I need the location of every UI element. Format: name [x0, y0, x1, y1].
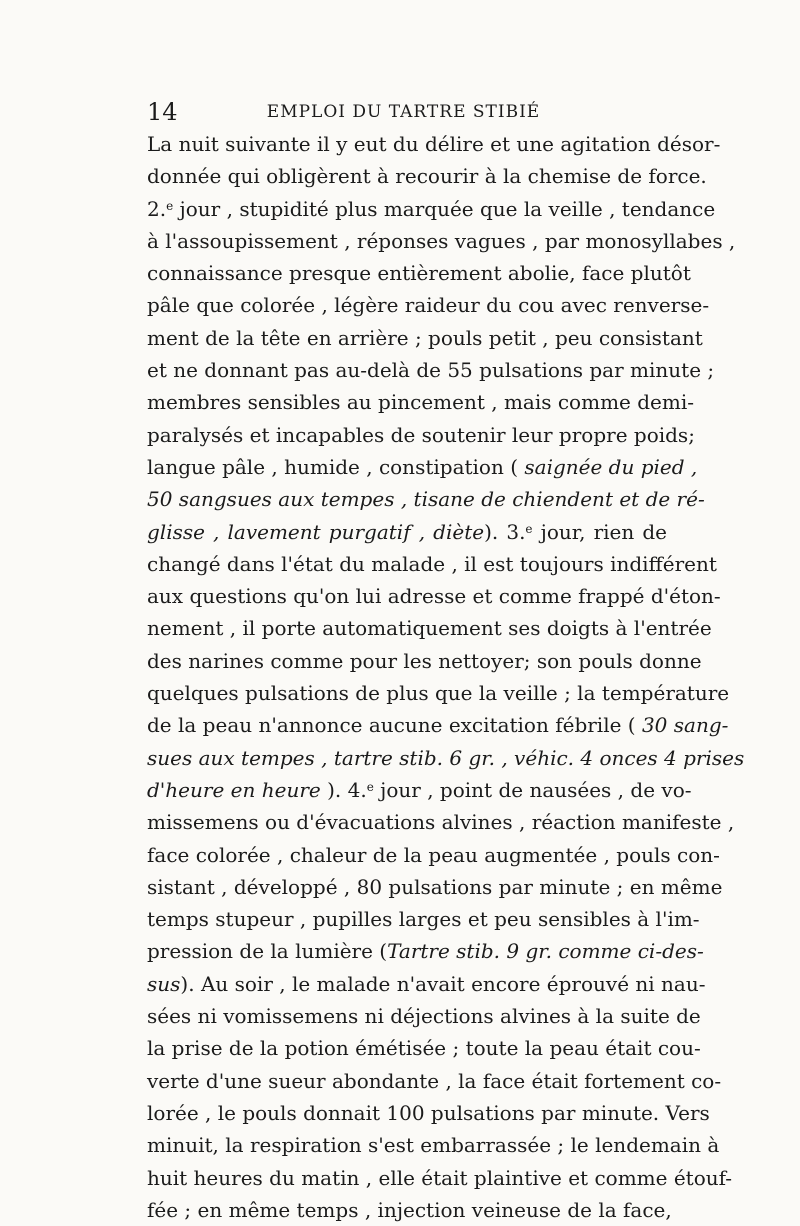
text-line — [147, 322, 703, 354]
text-line — [147, 645, 702, 677]
text-run: La nuit suivante il y eut du délire et une agitation désor- — [147, 132, 721, 156]
italic-run: sus — [147, 971, 181, 996]
text-line — [147, 516, 667, 548]
text-run: membres sensibles au pincement , mais comme demi- — [147, 390, 694, 415]
text-line — [147, 1032, 701, 1064]
text-run: missemens ou d'évacuations alvines , réaction manifeste , — [147, 810, 735, 835]
text-run: temps stupeur , pupilles larges et peu sensibles à l'im- — [147, 907, 700, 932]
italic-run: glisse , lavement purgatif , diète — [147, 519, 485, 544]
text-run: pression de la lumière ( — [147, 939, 388, 964]
italic-run: Tartre stib. 9 gr. comme ci-des- — [387, 939, 704, 964]
italic-run: sues aux tempes , tartre stib. 6 gr. , véhic. 4 onces 4 prises — [147, 745, 745, 770]
text-line — [147, 968, 706, 1000]
superscript: e — [166, 198, 174, 213]
text-line — [147, 774, 692, 806]
text-run: sistant , développé , 80 pulsations par minute ; en même — [147, 874, 723, 899]
italic-run: 30 sang- — [641, 713, 729, 738]
text-run: jour , point de nausées , de vo- — [373, 777, 692, 802]
text-run: ). Au soir , le malade n'avait encore éprouvé ni nau- — [180, 971, 706, 996]
superscript: e — [525, 521, 533, 536]
text-run: et ne donnant pas au-delà de 55 pulsations par minute ; — [147, 358, 715, 383]
text-line — [147, 419, 695, 451]
text-line — [147, 451, 698, 483]
text-run: verte d'une sueur abondante , la face était fortement co- — [147, 1068, 722, 1093]
text-line — [147, 1000, 701, 1032]
text-line — [147, 709, 729, 741]
text-run: paralysés et incapables de soutenir leur propre poids; — [147, 422, 695, 447]
text-run: ). 3. — [484, 519, 526, 544]
text-line — [147, 257, 691, 289]
text-run: donnée qui obligèrent à recourir à la chemise de force. — [147, 164, 707, 189]
text-line — [147, 935, 704, 967]
text-run: des narines comme pour les nettoyer; son pouls donne — [147, 648, 702, 673]
text-line — [147, 580, 721, 612]
text-line — [147, 806, 735, 838]
page-number: 14 — [147, 98, 178, 126]
text-line — [147, 1129, 720, 1161]
text-run: changé dans l'état du malade , il est toujours indifférent — [147, 551, 717, 576]
text-line — [147, 289, 710, 321]
text-run: ). 4. — [320, 777, 367, 802]
body-text — [147, 128, 745, 1226]
text-run: 2. — [147, 196, 167, 221]
text-run: nement , il porte automatiquement ses doigts à l'entrée — [147, 616, 712, 641]
text-run: la prise de la potion émétisée ; toute la peau était cou- — [147, 1036, 701, 1061]
text-line — [147, 483, 705, 515]
text-run: face colorée , chaleur de la peau augmentée , pouls con- — [147, 842, 720, 867]
text-run: aux questions qu'on lui adresse et comme frappé d'éton- — [147, 584, 721, 609]
text-run: sées ni vomissemens ni déjections alvines à la suite de — [147, 1004, 701, 1029]
text-run: fée ; en même temps , injection veineuse de la face, — [147, 1197, 672, 1222]
superscript: e — [366, 779, 374, 794]
italic-run: saignée du pied , — [524, 454, 698, 479]
text-run: connaissance presque entièrement abolie, face plutôt — [147, 261, 691, 286]
text-line — [147, 193, 716, 225]
text-run: de la peau n'annonce aucune excitation fébrile ( — [147, 713, 642, 738]
italic-run: 50 sangsues aux tempes , tisane de chiendent et de ré- — [147, 487, 705, 512]
text-line — [147, 1097, 710, 1129]
text-line — [147, 1194, 672, 1226]
text-line — [147, 386, 694, 418]
text-run: lorée , le pouls donnait 100 pulsations par minute. Vers — [147, 1100, 710, 1125]
page-header — [147, 98, 660, 128]
text-run: huit heures du matin , elle était plaintive et comme étouf- — [147, 1165, 733, 1190]
text-run: langue pâle , humide , constipation ( — [147, 454, 525, 479]
text-line — [147, 871, 723, 903]
text-run: ment de la tête en arrière ; pouls petit , peu consistant — [147, 325, 703, 350]
text-line — [147, 160, 707, 192]
text-run: quelques pulsations de plus que la veille ; la température — [147, 681, 730, 706]
text-run: à l'assoupissement , réponses vagues , par monosyllabes , — [147, 228, 736, 253]
text-line — [147, 1162, 733, 1194]
text-line — [147, 354, 715, 386]
text-run: minuit, la respiration s'est embarrassée ; le lendemain à — [147, 1133, 720, 1158]
running-head: EMPLOI DU TARTRE STIBIÉ — [266, 102, 541, 122]
text-run: jour, rien de — [532, 519, 667, 544]
text-run: pâle que colorée , légère raideur du cou avec renverse- — [147, 293, 710, 318]
text-line — [147, 225, 736, 257]
italic-run: d'heure en heure — [147, 777, 321, 802]
text-line — [147, 128, 721, 160]
text-line — [147, 742, 745, 774]
text-line — [147, 839, 720, 871]
text-line — [147, 903, 700, 935]
text-line — [147, 612, 712, 644]
text-line — [147, 1065, 722, 1097]
text-run: jour , stupidité plus marquée que la veille , tendance — [173, 196, 716, 221]
text-line — [147, 548, 717, 580]
text-line — [147, 677, 730, 709]
